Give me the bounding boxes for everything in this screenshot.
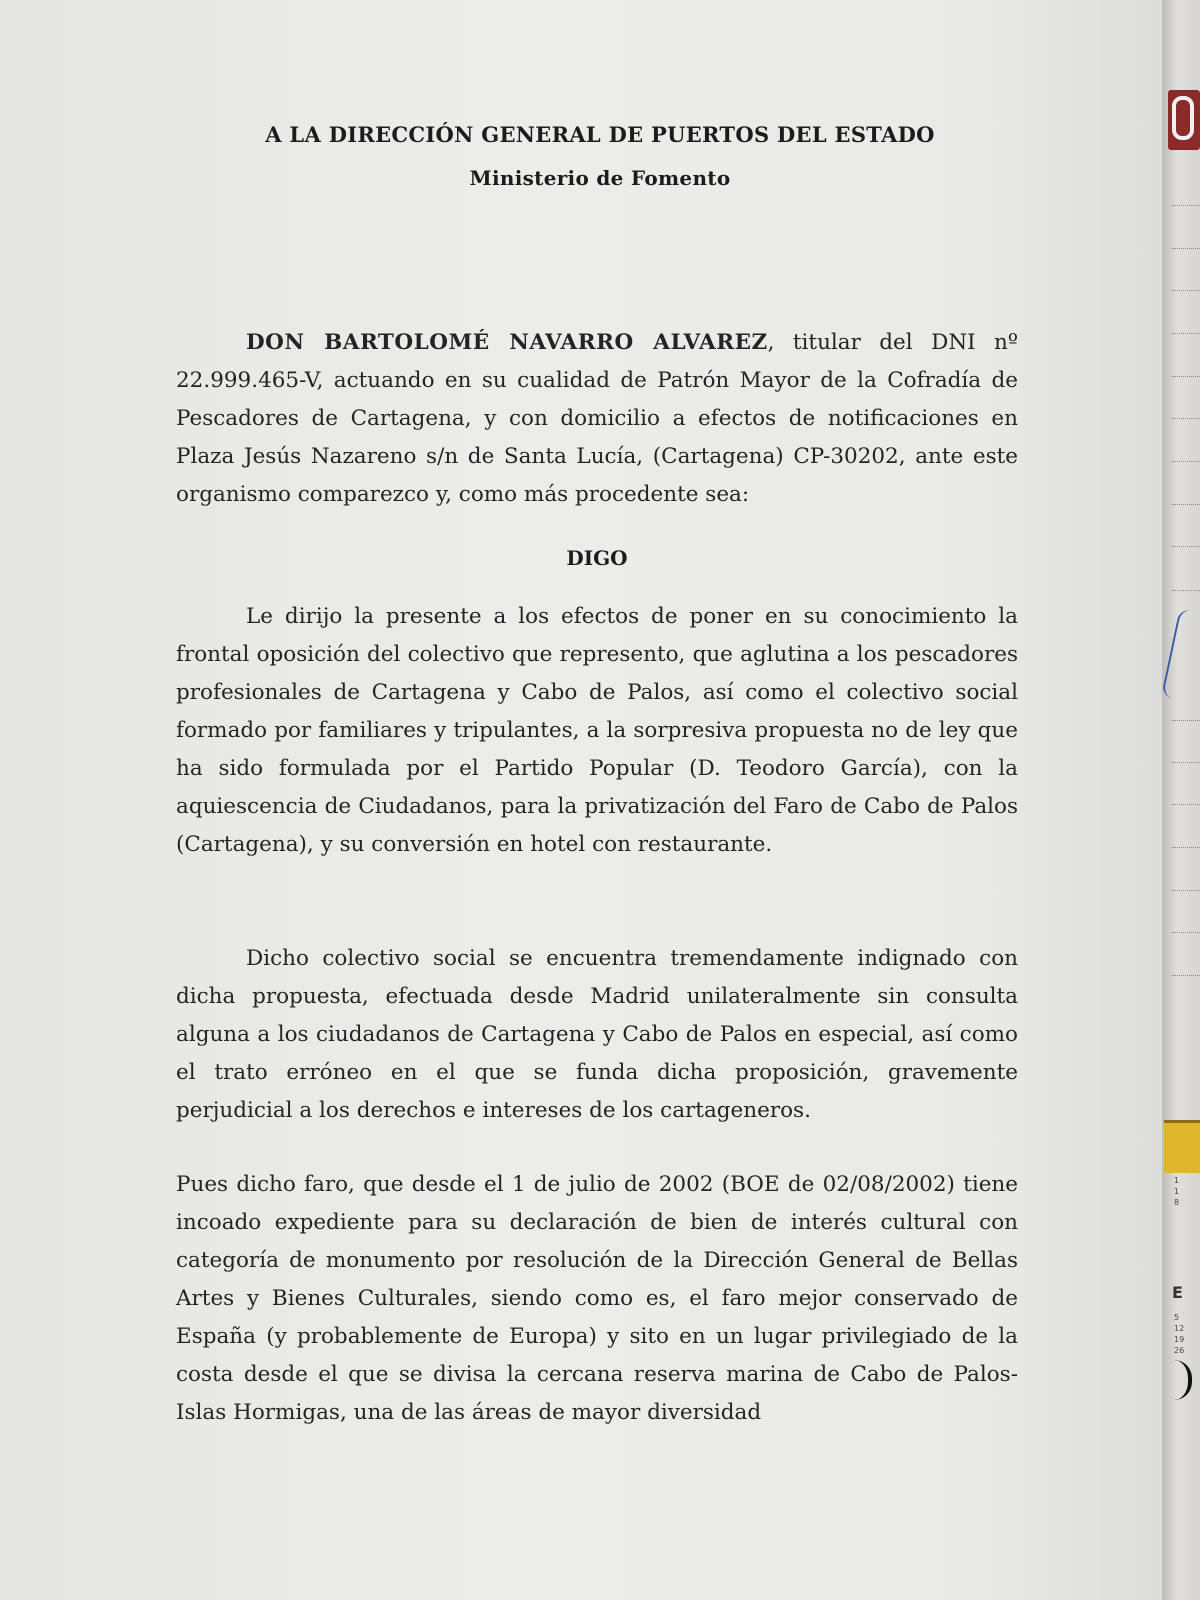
paragraph-1: Le dirijo la presente a los efectos de poner en su conocimiento la frontal oposición del colectivo que represento, que aglutina a los pescadores profesionales de Cartagena y Cabo de Palos, así como el colectivo social formado por familiares y tripulantes, a la sorpresiva propuesta no de ley que ha sido formulada por el Partido Popular (D. Teodoro García), con la aquiescencia de Ciudadanos, para la privatización del Faro de Cabo de Palos (Cartagena), y su conversión en hotel con restaurante.	[176, 604, 1018, 857]
section-title: DIGO	[566, 546, 628, 570]
edge-number: 26	[1174, 1346, 1185, 1355]
red-logo-fragment	[1168, 90, 1200, 150]
edge-number: 1	[1174, 1176, 1180, 1185]
edge-bracket	[1174, 1360, 1192, 1400]
edge-letter: E	[1172, 1283, 1183, 1302]
petitioner-name: DON BARTOLOMÉ NAVARRO ALVAREZ	[246, 330, 768, 355]
paragraph-3: Pues dicho faro, que desde el 1 de julio de 2002 (BOE de 02/08/2002) tiene incoado expediente para su declaración de bien de interés cultural con categoría de monumento por resolución de la Dirección General de Bellas Artes y Bienes Culturales, siendo como es, el faro mejor conservado de España (y probablemente de Europa) y sito en un lugar privilegiado de la costa desde el que se divisa la cercana reserva marina de Cabo de Palos-Islas Hormigas, una de las áreas de mayor diversidad	[176, 1172, 1018, 1425]
intro-text: , titular del DNI nº 22.999.465-V, actuando en su cualidad de Patrón Mayor de la Cofradía de Pescadores de Cartagena, y con domicilio a efectos de notificaciones en Plaza Jesús Nazareno s/n de Santa Lucía, (Cartagena) CP-30202, ante este organismo comparezco y, como más procedente sea:	[176, 330, 1018, 507]
document-heading: A LA DIRECCIÓN GENERAL DE PUERTOS DEL ESTADO	[265, 122, 935, 147]
paragraph-2: Dicho colectivo social se encuentra tremendamente indignado con dicha propuesta, efectuada desde Madrid unilateralmente sin consulta alguna a los ciudadanos de Cartagena y Cabo de Palos en especial, así como el trato erróneo en el que se funda dicha proposición, gravemente perjudicial a los derechos e intereses de los cartageneros.	[176, 946, 1018, 1123]
underlying-page-edge	[1162, 0, 1200, 1600]
edge-number: 8	[1174, 1198, 1180, 1207]
ink-signature-fragment	[1161, 608, 1200, 702]
document-subheading: Ministerio de Fomento	[469, 166, 731, 190]
intro-paragraph	[176, 324, 1018, 514]
edge-number: 5	[1174, 1313, 1180, 1322]
edge-number: 12	[1174, 1324, 1185, 1333]
yellow-label-fragment	[1164, 1120, 1200, 1173]
edge-number: 19	[1174, 1335, 1185, 1344]
edge-number: 1	[1174, 1187, 1180, 1196]
